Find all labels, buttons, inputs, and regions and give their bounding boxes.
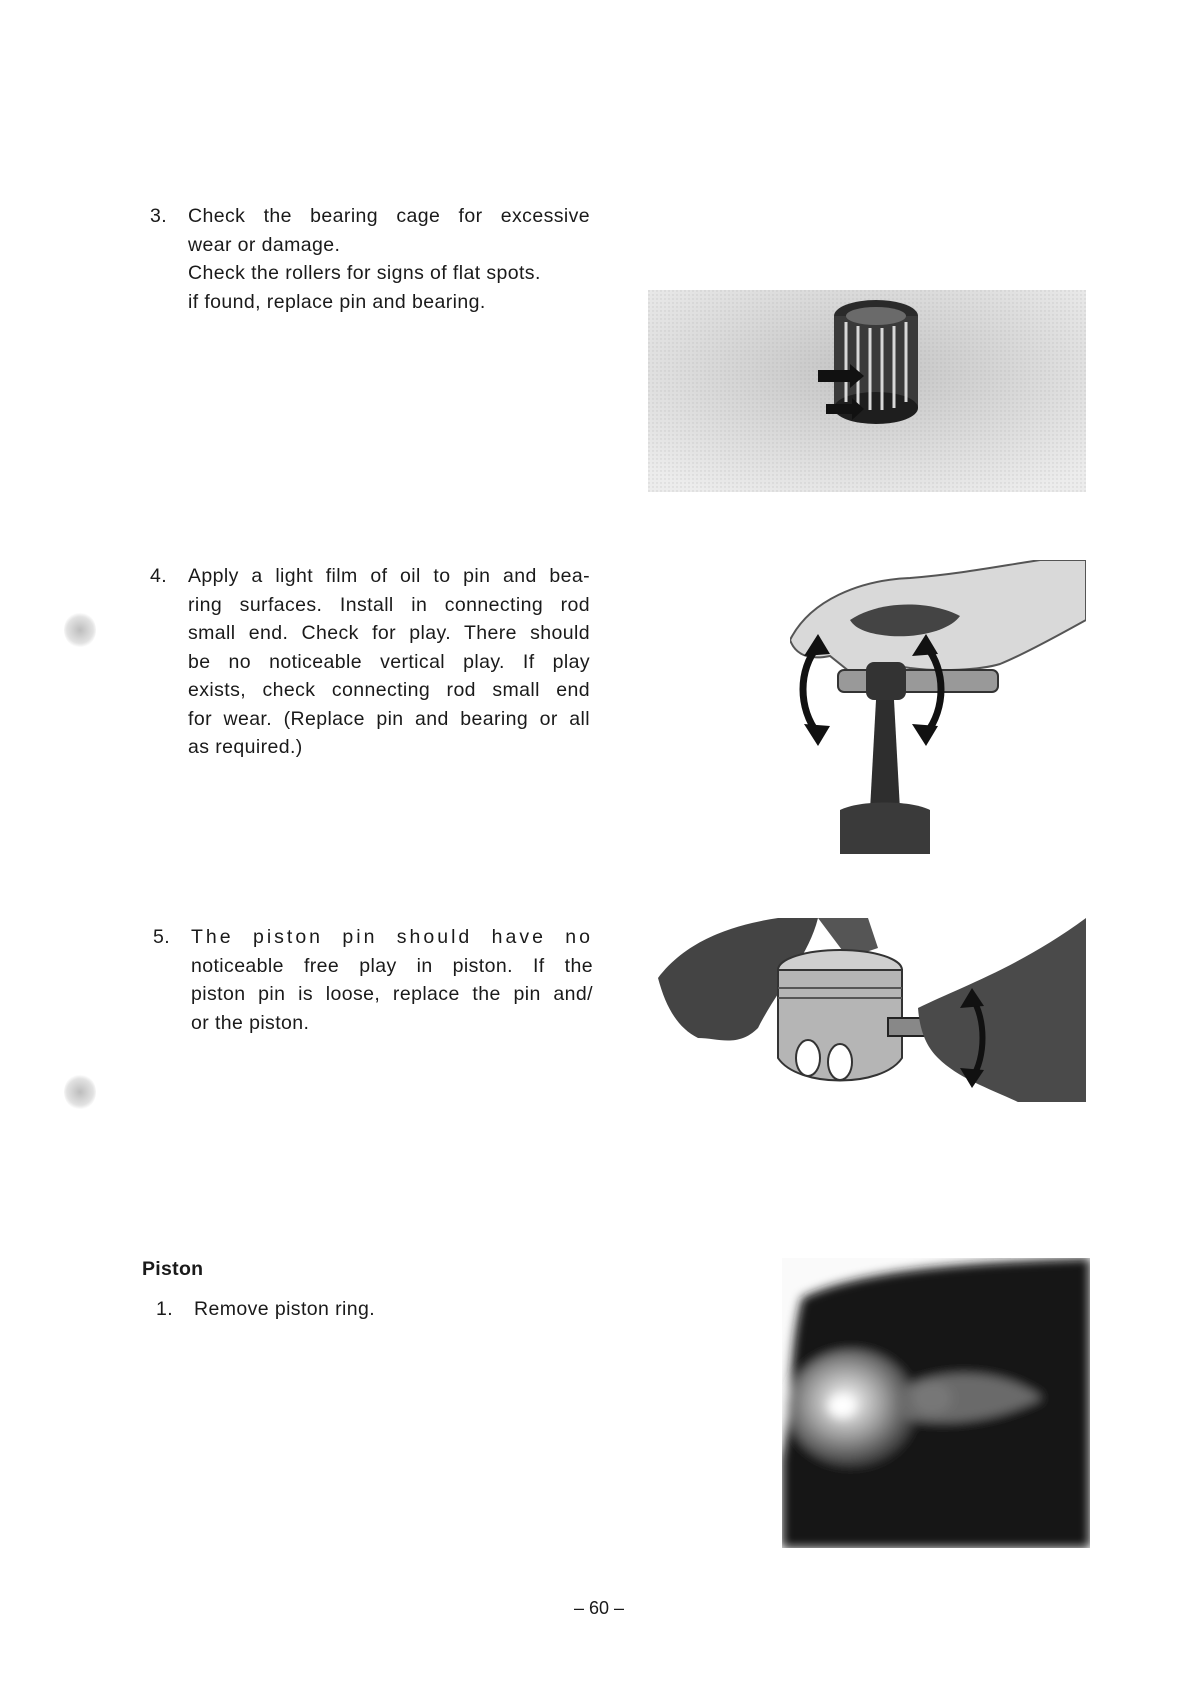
step-line: Check the bearing cage for excessive (188, 205, 590, 227)
step-line: for wear. (Replace pin and bearing or all (188, 707, 590, 730)
step-line: or the piston. (191, 1011, 310, 1034)
step-line: wear or damage. (188, 233, 341, 256)
step-number: 1. (156, 1298, 174, 1320)
step-line: as required.) (188, 736, 303, 758)
step-number: 4. (150, 565, 168, 587)
step-line: noticeable free play in piston. If the (191, 954, 593, 977)
piston-step-1 (156, 1295, 596, 1324)
step-text (194, 1295, 596, 1324)
step-4 (150, 562, 590, 762)
bearing-cage-photo (648, 270, 1086, 492)
step-line: Apply a light film of oil to pin and bea- (188, 565, 590, 587)
margin-speck (64, 1074, 96, 1110)
step-line: Remove piston ring. (194, 1298, 376, 1320)
margin-speck (64, 612, 96, 648)
step-line: if found, replace pin and bearing. (188, 290, 486, 313)
step-3 (150, 202, 590, 316)
connecting-rod-photo (790, 560, 1086, 854)
section-title: Piston (142, 1258, 204, 1280)
step-line: small end. Check for play. There should (188, 622, 590, 644)
piston-pin-photo (658, 918, 1086, 1102)
step-line: piston pin is loose, replace the pin and/ (191, 983, 593, 1005)
step-text (188, 562, 590, 762)
piston-ring-photo (782, 1258, 1090, 1548)
step-text (188, 202, 590, 316)
step-line: be no noticeable vertical play. If play (188, 650, 590, 673)
step-number: 3. (150, 205, 168, 227)
step-number: 5. (153, 926, 171, 948)
step-5 (153, 923, 593, 1037)
step-line: Check the rollers for signs of flat spots. (188, 262, 541, 284)
step-line: ring surfaces. Install in connecting rod (188, 593, 590, 616)
step-text (191, 923, 593, 1037)
page-number: – 60 – (573, 1598, 625, 1618)
step-line: The piston pin should have no (191, 926, 593, 948)
step-line: exists, check connecting rod small end (188, 679, 590, 701)
